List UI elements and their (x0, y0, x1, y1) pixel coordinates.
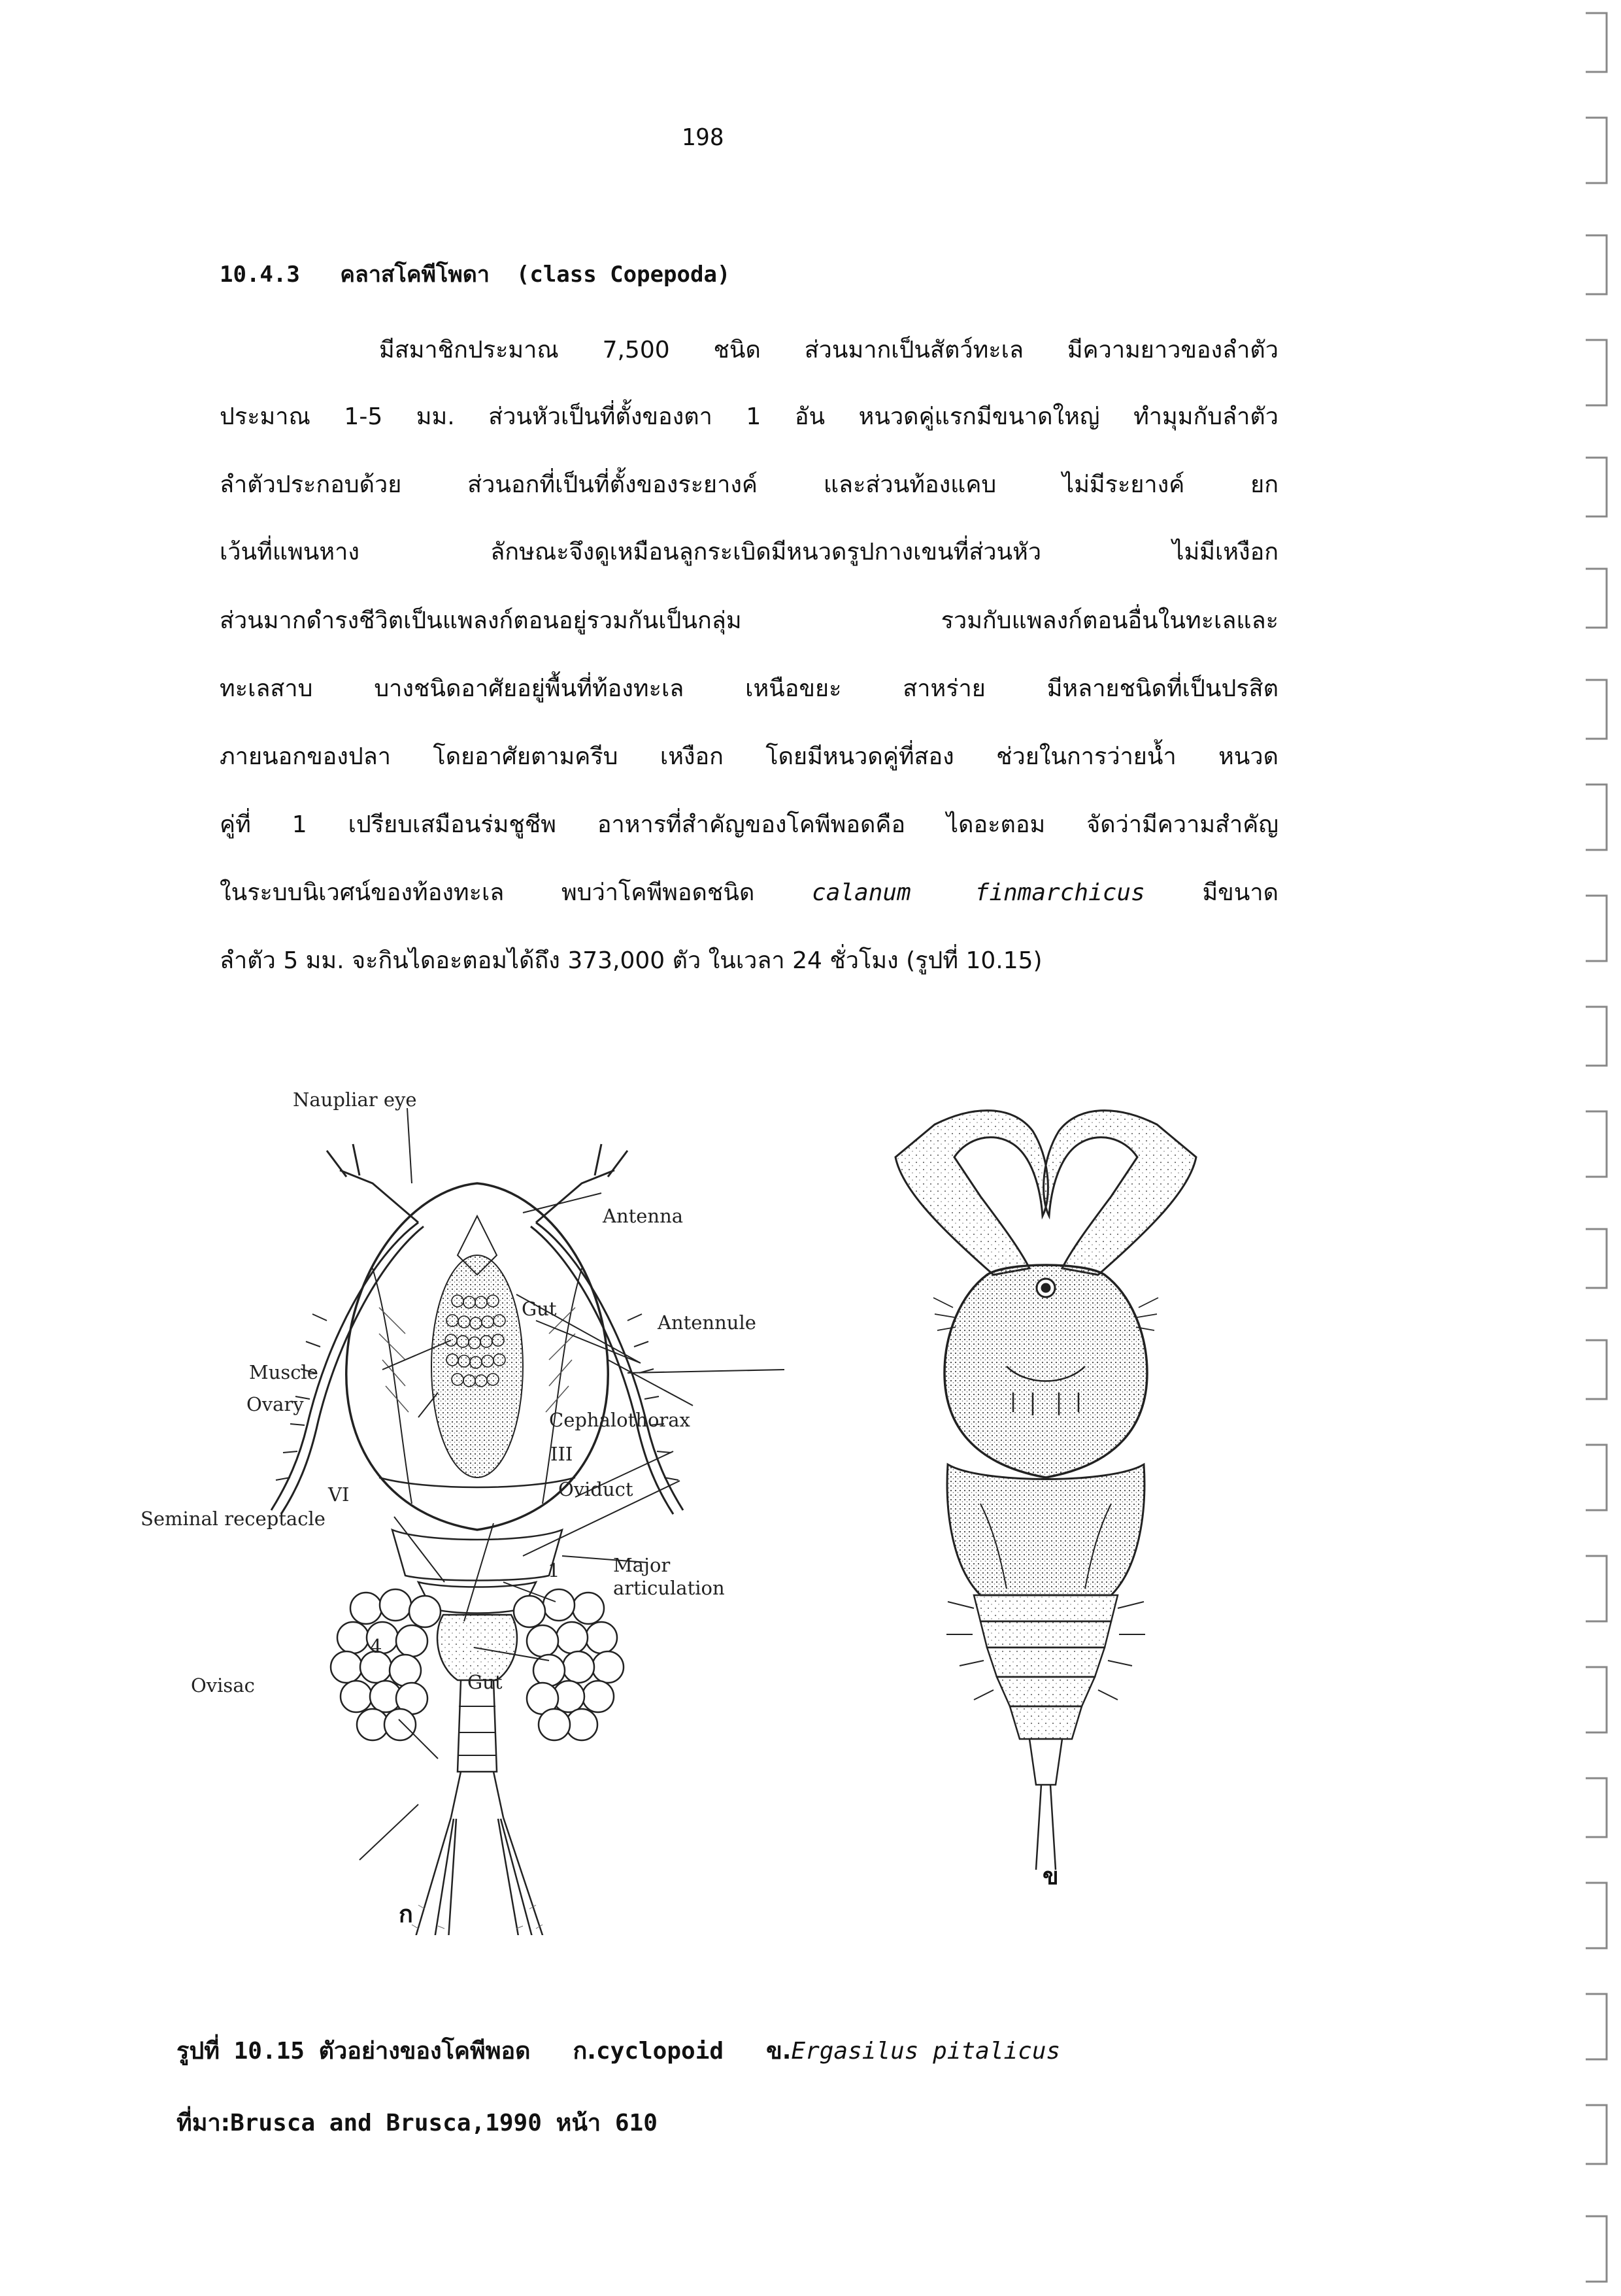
label-segment-iii: III (550, 1443, 573, 1465)
copepod-figure (131, 1059, 1320, 1935)
paragraph-text: มีขนาด (1145, 879, 1278, 906)
label-gut-lower: Gut (467, 1671, 503, 1693)
paragraph-line: คู่ที่ 1 เปรียบเสมือนร่มชูชีพ อาหารที่สำคัญของโคพีพอดคือ ไดอะตอม จัดว่ามีความสำคัญ (220, 811, 1278, 838)
paragraph-line: ลำตัว 5 มม. จะกินไดอะตอมได้ถึง 373,000 ตัว ในเวลา 24 ชั่วโมง (รูปที่ 10.15) (220, 947, 1043, 974)
copepod-illustration (131, 1059, 1320, 1935)
section-heading (220, 256, 730, 292)
paragraph-line: ลำตัวประกอบด้วย ส่วนอกที่เป็นที่ตั้งของระยางค์ และส่วนท้องแคบ ไม่มีระยางค์ ยก (220, 471, 1278, 498)
paragraph-line: ภายนอกของปลา โดยอาศัยตามครีบ เหงือก โดยมีหนวดคู่ที่สอง ช่วยในการว่ายน้ำ หนวด (220, 743, 1278, 770)
caption-part-b-prefix: ข. (766, 2038, 792, 2065)
source-page-word: หน้า (556, 2110, 601, 2136)
page-number: 198 (681, 124, 724, 151)
cyclopoid-drawing (271, 1108, 784, 1935)
label-cephalothorax: Cephalothorax (549, 1409, 690, 1431)
caption-prefix: รูปที่ (176, 2038, 220, 2065)
label-gut-upper: Gut (522, 1298, 557, 1320)
figure-source (176, 2104, 658, 2141)
source-text: Brusca and Brusca,1990 (230, 2110, 542, 2136)
source-page: 610 (614, 2110, 658, 2136)
caption-text: ตัวอย่างของโคพีพอด (318, 2038, 531, 2065)
label-ovisac: Ovisac (191, 1674, 255, 1697)
caption-number: 10.15 (233, 2038, 305, 2065)
label-antenna: Antenna (603, 1205, 684, 1227)
label-naupliar-eye: Naupliar eye (293, 1089, 417, 1111)
source-prefix: ที่มา: (176, 2110, 231, 2136)
sub-label-b: ข (1043, 1863, 1059, 1890)
label-segment-vi: VI (328, 1483, 350, 1506)
caption-part-a: cyclopoid (595, 2038, 724, 2065)
paragraph-line: ส่วนมากดำรงชีวิตเป็นแพลงก์ตอนอยู่รวมกันเป็นกลุ่ม รวมกับแพลงก์ตอนอื่นในทะเลและ (220, 607, 1278, 634)
paragraph-line: ประมาณ 1-5 มม. ส่วนหัวเป็นที่ตั้งของตา 1 อัน หนวดคู่แรกมีขนาดใหญ่ ทำมุมกับลำตัว (220, 403, 1278, 430)
caption-part-b: Ergasilus pitalicus (791, 2038, 1061, 2065)
paragraph-line: มีสมาชิกประมาณ 7,500 ชนิด ส่วนมากเป็นสัตว์ทะเล มีความยาวของลำตัว (379, 337, 1278, 363)
section-number: 10.4.3 (220, 262, 300, 288)
label-major-articulation: articulation (613, 1577, 725, 1599)
label-segment-4: 4 (370, 1635, 382, 1657)
label-segment-1: 1 (548, 1559, 560, 1581)
caption-part-a-prefix: ก. (573, 2038, 596, 2065)
section-thai-title: คลาสโคพีโพดา (340, 262, 490, 288)
species-name: calanum finmarchicus (812, 879, 1145, 906)
paragraph-text: ในระบบนิเวศน์ของท้องทะเล พบว่าโคพีพอดชนิด (220, 879, 812, 906)
paragraph-line: ทะเลสาบ บางชนิดอาศัยอยู่พื้นที่ท้องทะเล เหนือขยะ สาหร่าย มีหลายชนิดที่เป็นปรสิต (220, 675, 1278, 702)
label-seminal-receptacle: Seminal receptacle (141, 1508, 326, 1530)
binder-edge (1580, 0, 1617, 2296)
paragraph-line (220, 873, 1278, 911)
section-latin-title: (class Copepoda) (516, 262, 731, 288)
label-major-articulation: Major (613, 1554, 671, 1576)
label-ovary: Ovary (246, 1393, 304, 1415)
paragraph-line: เว้นที่แพนหาง ลักษณะจึงดูเหมือนลูกระเบิดมีหนวดรูปกางเขนที่ส่วนหัว ไม่มีเหงือก (220, 539, 1278, 566)
label-oviduct: Oviduct (558, 1478, 633, 1500)
ergasilus-drawing (895, 1111, 1196, 1870)
figure-caption (176, 2032, 1060, 2069)
sub-label-a: ก (399, 1900, 413, 1928)
label-antennule: Antennule (658, 1311, 756, 1334)
label-muscle: Muscle (249, 1361, 318, 1383)
